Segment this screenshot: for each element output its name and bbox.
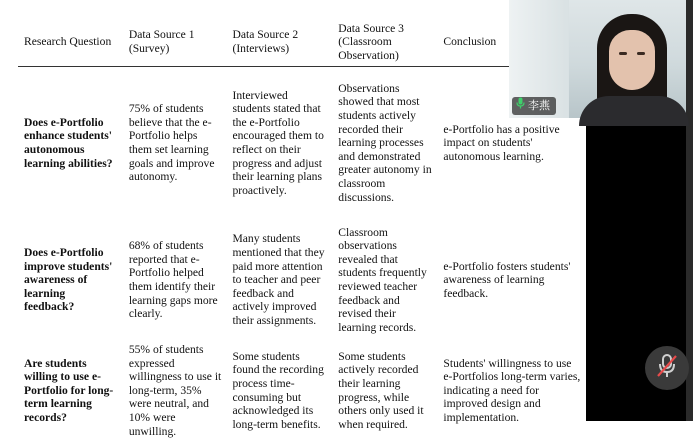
- participant-name: 李燕: [528, 99, 550, 112]
- microphone-muted-icon: [655, 353, 679, 384]
- header-data-source-2: Data Source 2 (Interviews): [226, 18, 332, 67]
- header-data-source-1: Data Source 1 (Survey): [123, 18, 227, 67]
- table-header-row: [18, 18, 586, 67]
- research-question-cell: Are students willing to use e-Portfolio for long-term learning records?: [24, 356, 114, 424]
- header-data-source-3: Data Source 3 (Classroom Observation): [332, 18, 437, 67]
- participant-eye: [637, 52, 645, 55]
- observation-cell: Classroom observations revealed that students frequently reviewed teacher feedback and revised their learning records.: [338, 225, 427, 334]
- participant-face: [609, 30, 655, 90]
- participant-shoulders: [579, 96, 689, 126]
- survey-cell: 75% of students believe that the e-Portfolio helps them set learning goals and improve autonomy.: [128, 102, 215, 184]
- header-conclusion: Conclusion: [437, 18, 586, 67]
- research-question-cell: Does e-Portfolio enhance students' autonomous learning abilities?: [24, 115, 113, 170]
- research-table: [18, 18, 586, 440]
- participant-eye: [619, 52, 627, 55]
- interviews-cell: Some students found the recording process time-consuming but acknowledged its long-term benefits.: [232, 349, 324, 431]
- survey-cell: 55% of students expressed willingness to use it long-term, 35% were neutral, and 10% were unwilling.: [128, 343, 222, 438]
- interviews-cell: Many students mentioned that they paid more attention to teacher and peer feedback and actively improved their assignments.: [232, 232, 325, 327]
- observation-cell: Some students actively recorded their learning progress, while others only used it when required.: [338, 349, 424, 431]
- microphone-icon: [516, 97, 525, 115]
- conclusion-cell: e-Portfolio fosters students' awareness of learning feedback.: [443, 259, 571, 300]
- participant-name-tag: [512, 97, 556, 115]
- gallery-scrollbar[interactable]: [686, 0, 693, 421]
- header-research-question: Research Question: [18, 18, 123, 67]
- table-row: [18, 341, 586, 440]
- conclusion-cell: e-Portfolio has a positive impact on students' autonomous learning.: [443, 122, 560, 163]
- table-row: [18, 219, 586, 341]
- survey-cell: 68% of students reported that e-Portfolio helped them identify their learning gaps more clearly.: [128, 239, 218, 321]
- unmute-button[interactable]: [645, 346, 689, 390]
- observation-cell: Observations showed that most students actively recorded their learning processes and demonstrated greater autonomy in classroom discussions.: [338, 81, 432, 204]
- interviews-cell: Interviewed students stated that the e-Portfolio encouraged them to reflect on their progress and adjust their learning plans proactively.: [232, 88, 324, 197]
- conclusion-cell: Students' willingness to use e-Portfolios long-term varies, indicating a need for improved design and implementation.: [443, 356, 581, 424]
- table-row: [18, 67, 586, 220]
- research-question-cell: Does e-Portfolio improve students' awareness of learning feedback?: [24, 246, 113, 314]
